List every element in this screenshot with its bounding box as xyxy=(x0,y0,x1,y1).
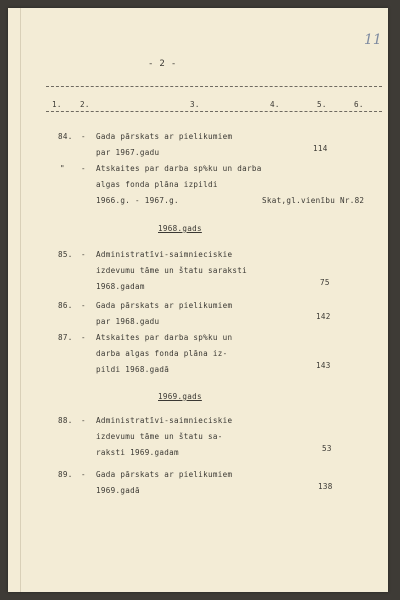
section-heading-1969: 1969.gads xyxy=(158,392,202,401)
entry-title-line: 1968.gadam xyxy=(96,282,145,291)
column-header-4: 4. xyxy=(270,100,280,109)
handwritten-folio-mark: 11 xyxy=(364,32,382,48)
entry-title-line: par 1967.gadu xyxy=(96,148,160,157)
page-number: - 2 - xyxy=(148,59,177,69)
entry-title-line: Atskaites par darba sp%ku un darba xyxy=(96,164,262,173)
document-page xyxy=(8,8,388,592)
entry-note: Skat,gl.vienību Nr.82 xyxy=(262,196,365,205)
entry-title-line: Gada pārskats ar pielikumiem xyxy=(96,470,233,479)
entry-dash: - xyxy=(81,301,86,310)
entry-number: 86. xyxy=(58,301,73,310)
entry-title-line: 1966.g. - 1967.g. xyxy=(96,196,179,205)
column-header-5: 5. xyxy=(317,100,327,109)
entry-title-line: izdevumu tāme un štatu saraksti xyxy=(96,266,248,275)
section-heading-1968: 1968.gads xyxy=(158,224,202,233)
entry-sheets: 143 xyxy=(316,361,331,370)
entry-number: 85. xyxy=(58,250,73,259)
entry-title-line: raksti 1969.gadam xyxy=(96,448,179,457)
column-header-6: 6. xyxy=(354,100,364,109)
entry-title-line: Atskaites par darba sp%ku un xyxy=(96,333,233,342)
entry-sheets: 75 xyxy=(320,278,330,287)
entry-dash: - xyxy=(81,164,86,173)
binder-line xyxy=(20,8,21,592)
entry-title-line: darba algas fonda plāna iz- xyxy=(96,349,228,358)
header-rule-top xyxy=(46,86,382,87)
entry-title-line: Administratīvi-saimnieciskie xyxy=(96,416,233,425)
entry-title-line: Administratīvi-saimnieciskie xyxy=(96,250,233,259)
entry-title-line: 1969.gadā xyxy=(96,486,140,495)
entry-dash: - xyxy=(81,470,86,479)
entry-title-line: pildi 1968.gadā xyxy=(96,365,170,374)
column-header-2: 2. xyxy=(80,100,90,109)
entry-number: 88. xyxy=(58,416,73,425)
entry-sheets: 142 xyxy=(316,312,331,321)
entry-dash: - xyxy=(81,416,86,425)
entry-dash: - xyxy=(81,333,86,342)
header-rule-bottom xyxy=(46,111,382,112)
entry-number: 89. xyxy=(58,470,73,479)
entry-dash: - xyxy=(81,250,86,259)
entry-title-line: Gada pārskats ar pielikumiem xyxy=(96,132,233,141)
entry-title-line: par 1968.gadu xyxy=(96,317,160,326)
entry-dash: - xyxy=(81,132,86,141)
column-header-3: 3. xyxy=(190,100,200,109)
entry-number: " xyxy=(60,164,65,173)
entry-title-line: Gada pārskats ar pielikumiem xyxy=(96,301,233,310)
entry-title-line: izdevumu tāme un štatu sa- xyxy=(96,432,223,441)
entry-sheets: 114 xyxy=(313,144,328,153)
entry-number: 84. xyxy=(58,132,73,141)
entry-number: 87. xyxy=(58,333,73,342)
entry-sheets: 138 xyxy=(318,482,333,491)
column-header-1: 1. xyxy=(52,100,62,109)
entry-title-line: algas fonda plāna izpildi xyxy=(96,180,218,189)
entry-sheets: 53 xyxy=(322,444,332,453)
